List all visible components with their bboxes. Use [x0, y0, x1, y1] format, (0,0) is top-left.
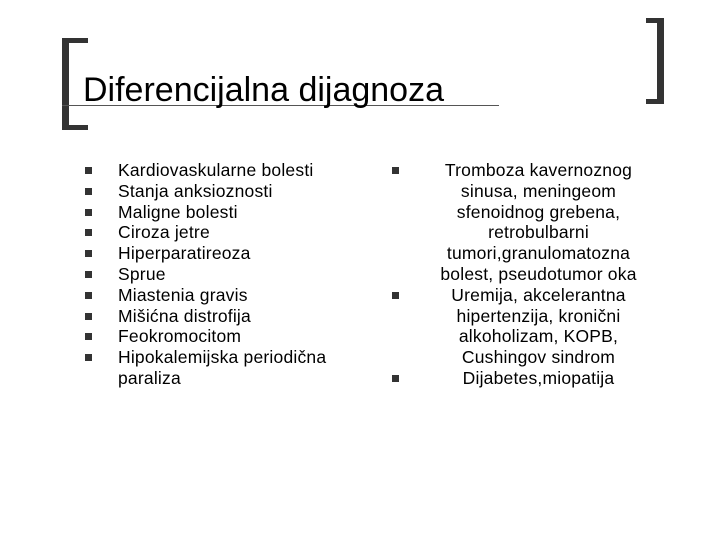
- left-bracket-icon: [62, 38, 69, 130]
- list-item: [83, 222, 353, 243]
- left-bracket-top-icon: [62, 38, 88, 43]
- square-bullet-icon: [85, 292, 92, 299]
- right-bullet-list: [390, 160, 652, 389]
- list-item: [83, 202, 353, 223]
- list-item: [390, 285, 652, 368]
- square-bullet-icon: [85, 313, 92, 320]
- list-item-label: Hipokalemijska periodična paraliza: [118, 347, 327, 388]
- list-item-label: Miastenia gravis: [118, 284, 248, 305]
- left-bracket-bottom-icon: [62, 125, 88, 130]
- list-item: [83, 326, 353, 347]
- list-item-label: Ciroza jetre: [118, 222, 210, 243]
- list-item-label: Mišićna distrofija: [118, 305, 251, 326]
- list-item-label: Sprue: [118, 263, 166, 284]
- list-item-label: Uremija, akcelerantna hipertenzija, kronični alkoholizam, KOPB, Cushingov sindrom: [451, 284, 626, 368]
- list-item: [83, 306, 353, 327]
- list-item: [83, 264, 353, 285]
- list-item: [390, 160, 652, 285]
- square-bullet-icon: [85, 167, 92, 174]
- list-item-label: Maligne bolesti: [118, 201, 238, 222]
- list-item-label: Tromboza kavernoznog sinusa, meningeom sfenoidnog grebena, retrobulbarni tumori,granulomatozna bolest, pseudotumor oka: [440, 160, 637, 284]
- list-item: [390, 368, 652, 389]
- square-bullet-icon: [85, 250, 92, 257]
- square-bullet-icon: [392, 292, 399, 299]
- right-bracket-top-icon: [646, 18, 664, 23]
- square-bullet-icon: [392, 375, 399, 382]
- list-item-label: Hiperparatireoza: [118, 243, 251, 264]
- square-bullet-icon: [85, 271, 92, 278]
- list-item: [83, 347, 353, 389]
- list-item: [83, 243, 353, 264]
- square-bullet-icon: [85, 229, 92, 236]
- square-bullet-icon: [85, 354, 92, 361]
- square-bullet-icon: [85, 333, 92, 340]
- left-bullet-list: [83, 160, 353, 389]
- list-item-label: Dijabetes,miopatija: [462, 367, 615, 388]
- slide-title: Diferencijalna dijagnoza: [83, 71, 445, 109]
- list-item: [83, 285, 353, 306]
- list-item-label: Kardiovaskularne bolesti: [118, 160, 314, 180]
- square-bullet-icon: [85, 188, 92, 195]
- list-item: [83, 160, 353, 181]
- right-bracket-icon: [657, 18, 664, 104]
- right-bracket-bottom-icon: [646, 99, 664, 104]
- list-item-label: Stanja anksioznosti: [118, 180, 273, 201]
- square-bullet-icon: [85, 209, 92, 216]
- list-item-label: Feokromocitom: [118, 326, 242, 347]
- square-bullet-icon: [392, 167, 399, 174]
- list-item: [83, 181, 353, 202]
